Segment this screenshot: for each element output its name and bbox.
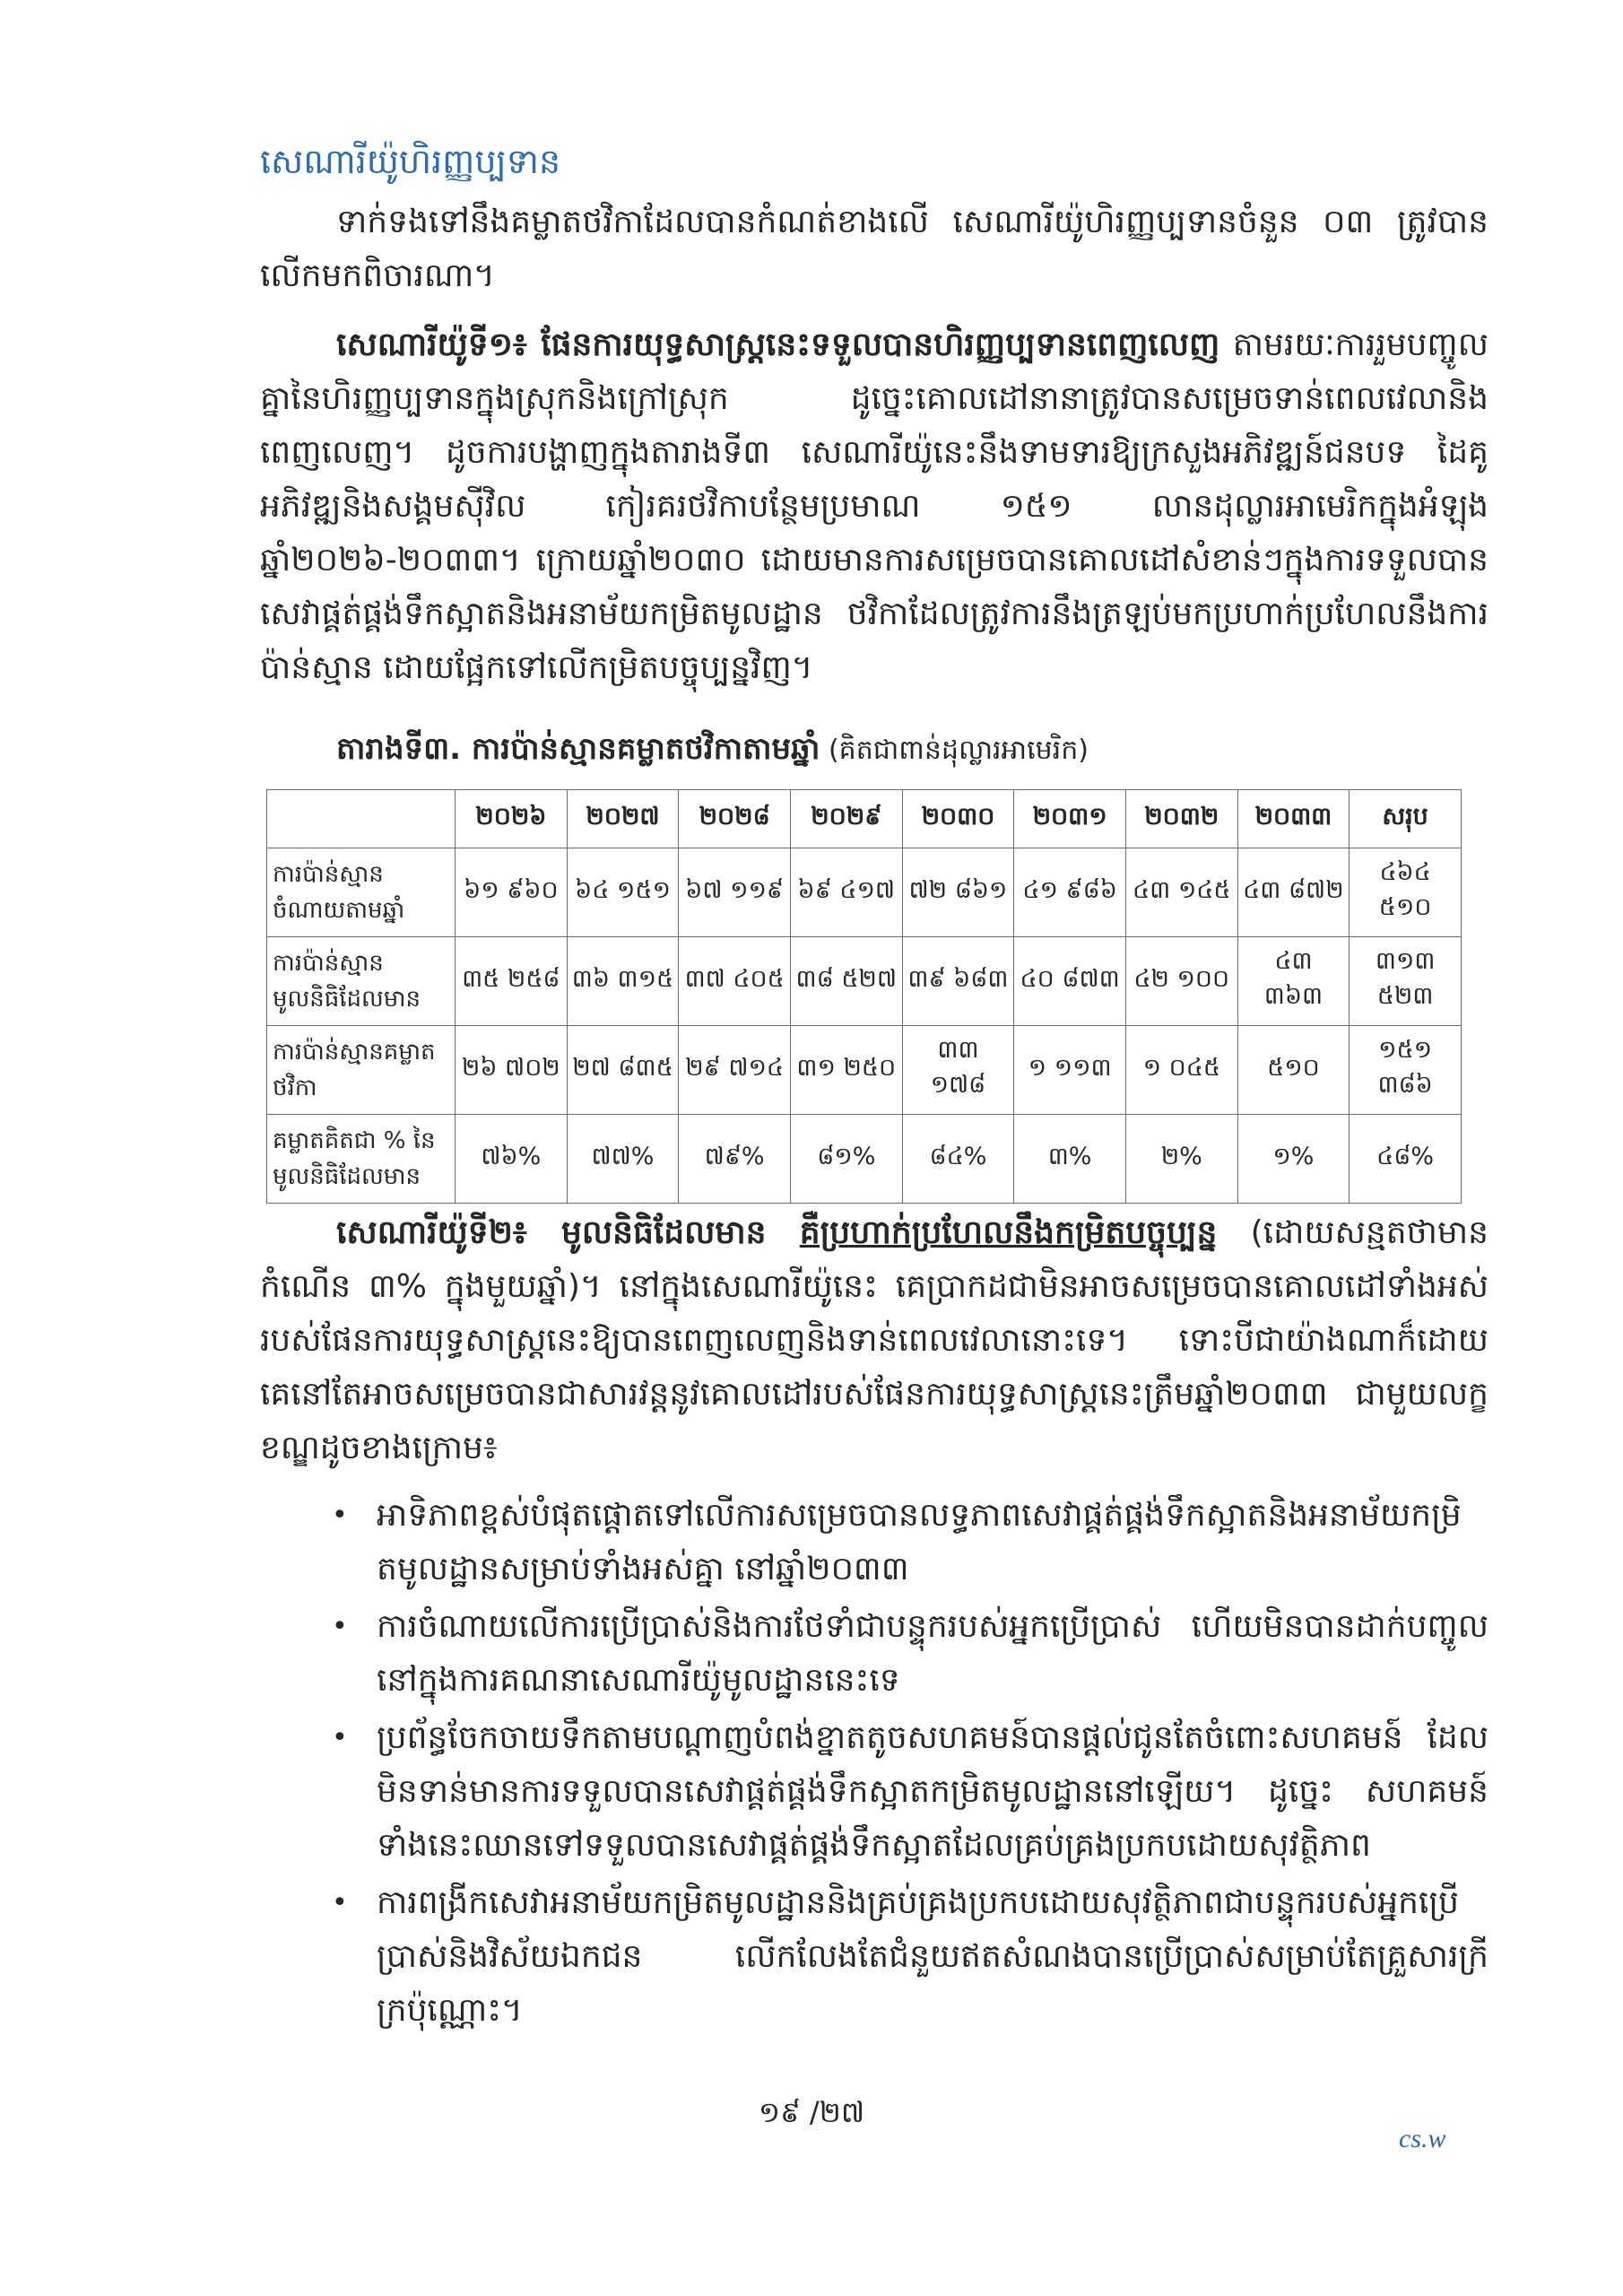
table-cell: ៧២ ៨៦១	[902, 848, 1014, 937]
bullet-icon: •	[332, 1500, 348, 1531]
list-item	[332, 1489, 1488, 1596]
table-header-cell: ២០២៨	[679, 790, 791, 848]
table-cell: ៧៧%	[567, 1115, 679, 1204]
table-cell: ៦១ ៩៦០	[456, 848, 568, 937]
table-cell: ១%	[1237, 1115, 1350, 1204]
table-cell: ១ ០៤៥	[1125, 1026, 1237, 1115]
table-header-row	[267, 790, 1462, 848]
table-caption-title: តារាងទី៣. ការប៉ាន់ស្មានគម្លាតថវិកាតាមឆ្នាំ	[336, 731, 820, 767]
row-label: ការប៉ាន់ស្មាន ចំណាយតាមឆ្នាំ	[267, 848, 456, 937]
scenario1-paragraph	[260, 318, 1488, 695]
table-cell: ២៧ ៨៣៥	[567, 1026, 679, 1115]
list-item-text: ប្រព័ន្ធចែកចាយទឹកតាមបណ្ដាញបំពង់ខ្នាតតូចសហគមន៍បានផ្ដល់ជូនតែចំពោះសហគមន៍ ដែលមិនទាន់មានការទទួលបានសេវាផ្គត់ផ្គង់ទឹកស្អាតកម្រិតមូលដ្ឋាននៅឡើយ។ ដូច្នេះ សហគមន៍ទាំងនេះឈានទៅទទួលបានសេវាផ្គត់ផ្គង់ទឹកស្អាតដែលគ្រប់គ្រងប្រកបដោយសុវត្ថិភាព	[377, 1719, 1488, 1864]
list-item-text: អាទិភាពខ្ពស់បំផុតផ្ដោតទៅលើការសម្រេចបានលទ្ធភាពសេវាផ្គត់ផ្គង់ទឹកស្អាតនិងអនាម័យកម្រិតមូលដ្ឋានសម្រាប់ទាំងអស់គ្នា នៅឆ្នាំ២០៣៣	[377, 1497, 1462, 1587]
list-item	[332, 1876, 1488, 2038]
table-cell: ៦៩ ៤១៧	[790, 848, 902, 937]
table-cell: ៤៣ ៨៧២	[1237, 848, 1350, 937]
row-label: គម្លាតគិតជា % នៃ មូលនិធិដែលមាន	[267, 1115, 456, 1204]
table-cell: ៣៦ ៣១៥	[567, 937, 679, 1026]
table-cell: ២៦ ៧០២	[456, 1026, 568, 1115]
section-heading: សេណារីយ៉ូហិរញ្ញប្បទាន	[260, 142, 561, 181]
table-header-cell: ២០២៧	[567, 790, 679, 848]
scenario2-title: សេណារីយ៉ូទី២៖ មូលនិធិដែលមាន	[336, 1214, 767, 1251]
table-caption	[260, 722, 1488, 778]
row-label: ការប៉ាន់ស្មាន មូលនិធិដែលមាន	[267, 937, 456, 1026]
list-item-text: ការពង្រីកសេវាអនាម័យកម្រិតមូលដ្ឋាននិងគ្រប់គ្រងប្រកបដោយសុវត្ថិភាពជាបន្ទុករបស់អ្នកប្រើប្រាស់និងវិស័យឯកជន លើកលែងតែជំនួយឥតសំណងបានប្រើប្រាស់សម្រាប់តែគ្រួសារក្រីក្រប៉ុណ្ណោះ។	[377, 1884, 1488, 2029]
list-item-text: ការចំណាយលើការប្រើប្រាស់និងការថែទាំជាបន្ទុករបស់អ្នកប្រើប្រាស់ ហើយមិនបានដាក់បញ្ចូលនៅក្នុងការគណនាសេណារីយ៉ូមូលដ្ឋាននេះទេ	[377, 1608, 1488, 1699]
table-cell: ៤២ ១០០	[1125, 937, 1237, 1026]
table-cell: ៤៣ ១៤៥	[1125, 848, 1237, 937]
table-caption-unit: (គិតជាពាន់ដុល្លារអាមេរិក)	[820, 735, 1089, 766]
table-cell: ៤០ ៨៧៣	[1014, 937, 1126, 1026]
table-header-cell	[267, 790, 456, 848]
scenario1-text: តាមរយៈការរួមបញ្ចូលគ្នានៃហិរញ្ញប្បទានក្នុងស្រុកនិងក្រៅស្រុក ដូច្នេះគោលដៅនានាត្រូវបានសម្រេចទាន់ពេលវេលានិងពេញលេញ។ ដូចការបង្ហាញក្នុងតារាងទី៣ សេណារីយ៉ូនេះនឹងទាមទារឱ្យក្រសួងអភិវឌ្ឍន៍ជនបទ ដៃគូអភិវឌ្ឍនិងសង្គមស៊ីវិល កៀរគរថវិកាបន្ថែមប្រមាណ ១៥១ លានដុល្លារអាមេរិកក្នុងអំឡុងឆ្នាំ២០២៦-២០៣៣។ ក្រោយឆ្នាំ២០៣០ ដោយមានការសម្រេចបានគោលដៅសំខាន់ៗក្នុងការទទួលបានសេវាផ្គត់ផ្គង់ទឹកស្អាតនិងអនាម័យកម្រិតមូលដ្ឋាន ថវិកាដែលត្រូវការនឹងត្រឡប់មកប្រហាក់ប្រហែលនឹងការប៉ាន់ស្មាន ដោយផ្អែកទៅលើកម្រិតបច្ចុប្បន្នវិញ។	[260, 326, 1488, 686]
scenario2-paragraph	[260, 1206, 1488, 1475]
conditions-list	[332, 1489, 1488, 2041]
table-cell: ៣%	[1014, 1115, 1126, 1204]
table-header-cell: សរុប	[1350, 790, 1462, 848]
table-cell: ៣១ ២៥០	[790, 1026, 902, 1115]
table-cell: ៦៧ ១១៩	[679, 848, 791, 937]
table-header-cell: ២០៣១	[1014, 790, 1126, 848]
table-cell: ១ ១១៣	[1014, 1026, 1126, 1115]
table-header-cell: ២០៣០	[902, 790, 1014, 848]
table-header-cell: ២០២៩	[790, 790, 902, 848]
table-row	[267, 1115, 1462, 1204]
row-label: ការប៉ាន់ស្មានគម្លាត ថវិកា	[267, 1026, 456, 1115]
bullet-icon: •	[332, 1722, 348, 1753]
table-cell: ៣៥ ២៥៨	[456, 937, 568, 1026]
initials-signature: cs.w	[1399, 2124, 1446, 2153]
table-cell: ៣១៣ ៥២៣	[1350, 937, 1462, 1026]
table-cell: ៥១០	[1237, 1026, 1350, 1115]
table-cell: ២%	[1125, 1115, 1237, 1204]
bullet-icon: •	[332, 1611, 348, 1642]
table-cell: ២៩ ៧១៤	[679, 1026, 791, 1115]
table-cell: ៧៩%	[679, 1115, 791, 1204]
bullet-icon: •	[332, 1887, 348, 1918]
table-cell: ៤១ ៩៨៦	[1014, 848, 1126, 937]
table-row	[267, 848, 1462, 937]
table-row	[267, 937, 1462, 1026]
table-header-cell: ២០២៦	[456, 790, 568, 848]
table-header-cell: ២០៣៣	[1237, 790, 1350, 848]
table-cell: ៨១%	[790, 1115, 902, 1204]
table-row	[267, 1026, 1462, 1115]
table-cell: ៤៦៤ ៥១០	[1350, 848, 1462, 937]
table-cell: ៤៨%	[1350, 1115, 1462, 1204]
table-cell: ៨៤%	[902, 1115, 1014, 1204]
table-cell: ៣៨ ៥២៧	[790, 937, 902, 1026]
table-cell: ៣៧ ៤០៥	[679, 937, 791, 1026]
scenario2-text: (ដោយសន្មតថាមានកំណើន ៣% ក្នុងមួយឆ្នាំ)។ នៅក្នុងសេណារីយ៉ូនេះ គេប្រាកដជាមិនអាចសម្រេចបានគោលដៅទាំងអស់របស់ផែនការយុទ្ធសាស្ត្រនេះឱ្យបានពេញលេញនិងទាន់ពេលវេលានោះទេ។ ទោះបីជាយ៉ាងណាក៏ដោយ គេនៅតែអាចសម្រេចបានជាសារវន្តនូវគោលដៅរបស់ផែនការយុទ្ធសាស្ត្រនេះត្រឹមឆ្នាំ២០៣៣ ជាមួយលក្ខខណ្ឌដូចខាងក្រោម៖	[260, 1214, 1489, 1466]
table-cell: ៦៤ ១៥១	[567, 848, 679, 937]
list-item	[332, 1600, 1488, 1708]
intro-paragraph: ទាក់ទងទៅនឹងគម្លាតថវិកាដែលបានកំណត់ខាងលើ សេណារីយ៉ូហិរញ្ញប្បទានចំនួន ០៣ ត្រូវបានលើកមកពិចារណា។	[260, 204, 1488, 294]
table-header-cell: ២០៣២	[1125, 790, 1237, 848]
scenario1-title: សេណារីយ៉ូទី១៖ ផែនការយុទ្ធសាស្ត្រនេះទទួលបានហិរញ្ញប្បទានពេញលេញ	[336, 326, 1220, 363]
table-cell: ១៥១ ៣៨៦	[1350, 1026, 1462, 1115]
table-cell: ៤៣ ៣៦៣	[1237, 937, 1350, 1026]
page-number: ១៩ /២៧	[758, 2095, 865, 2129]
list-item	[332, 1711, 1488, 1873]
table-cell: ៣៩ ៦៨៣	[902, 937, 1014, 1026]
table-cell: ៧៦%	[456, 1115, 568, 1204]
scenario2-underlined: គឺប្រហាក់ប្រហែលនឹងកម្រិតបច្ចុប្បន្ន	[799, 1214, 1218, 1251]
budget-gap-table	[266, 789, 1462, 1204]
table-cell: ៣៣ ១៧៨	[902, 1026, 1014, 1115]
